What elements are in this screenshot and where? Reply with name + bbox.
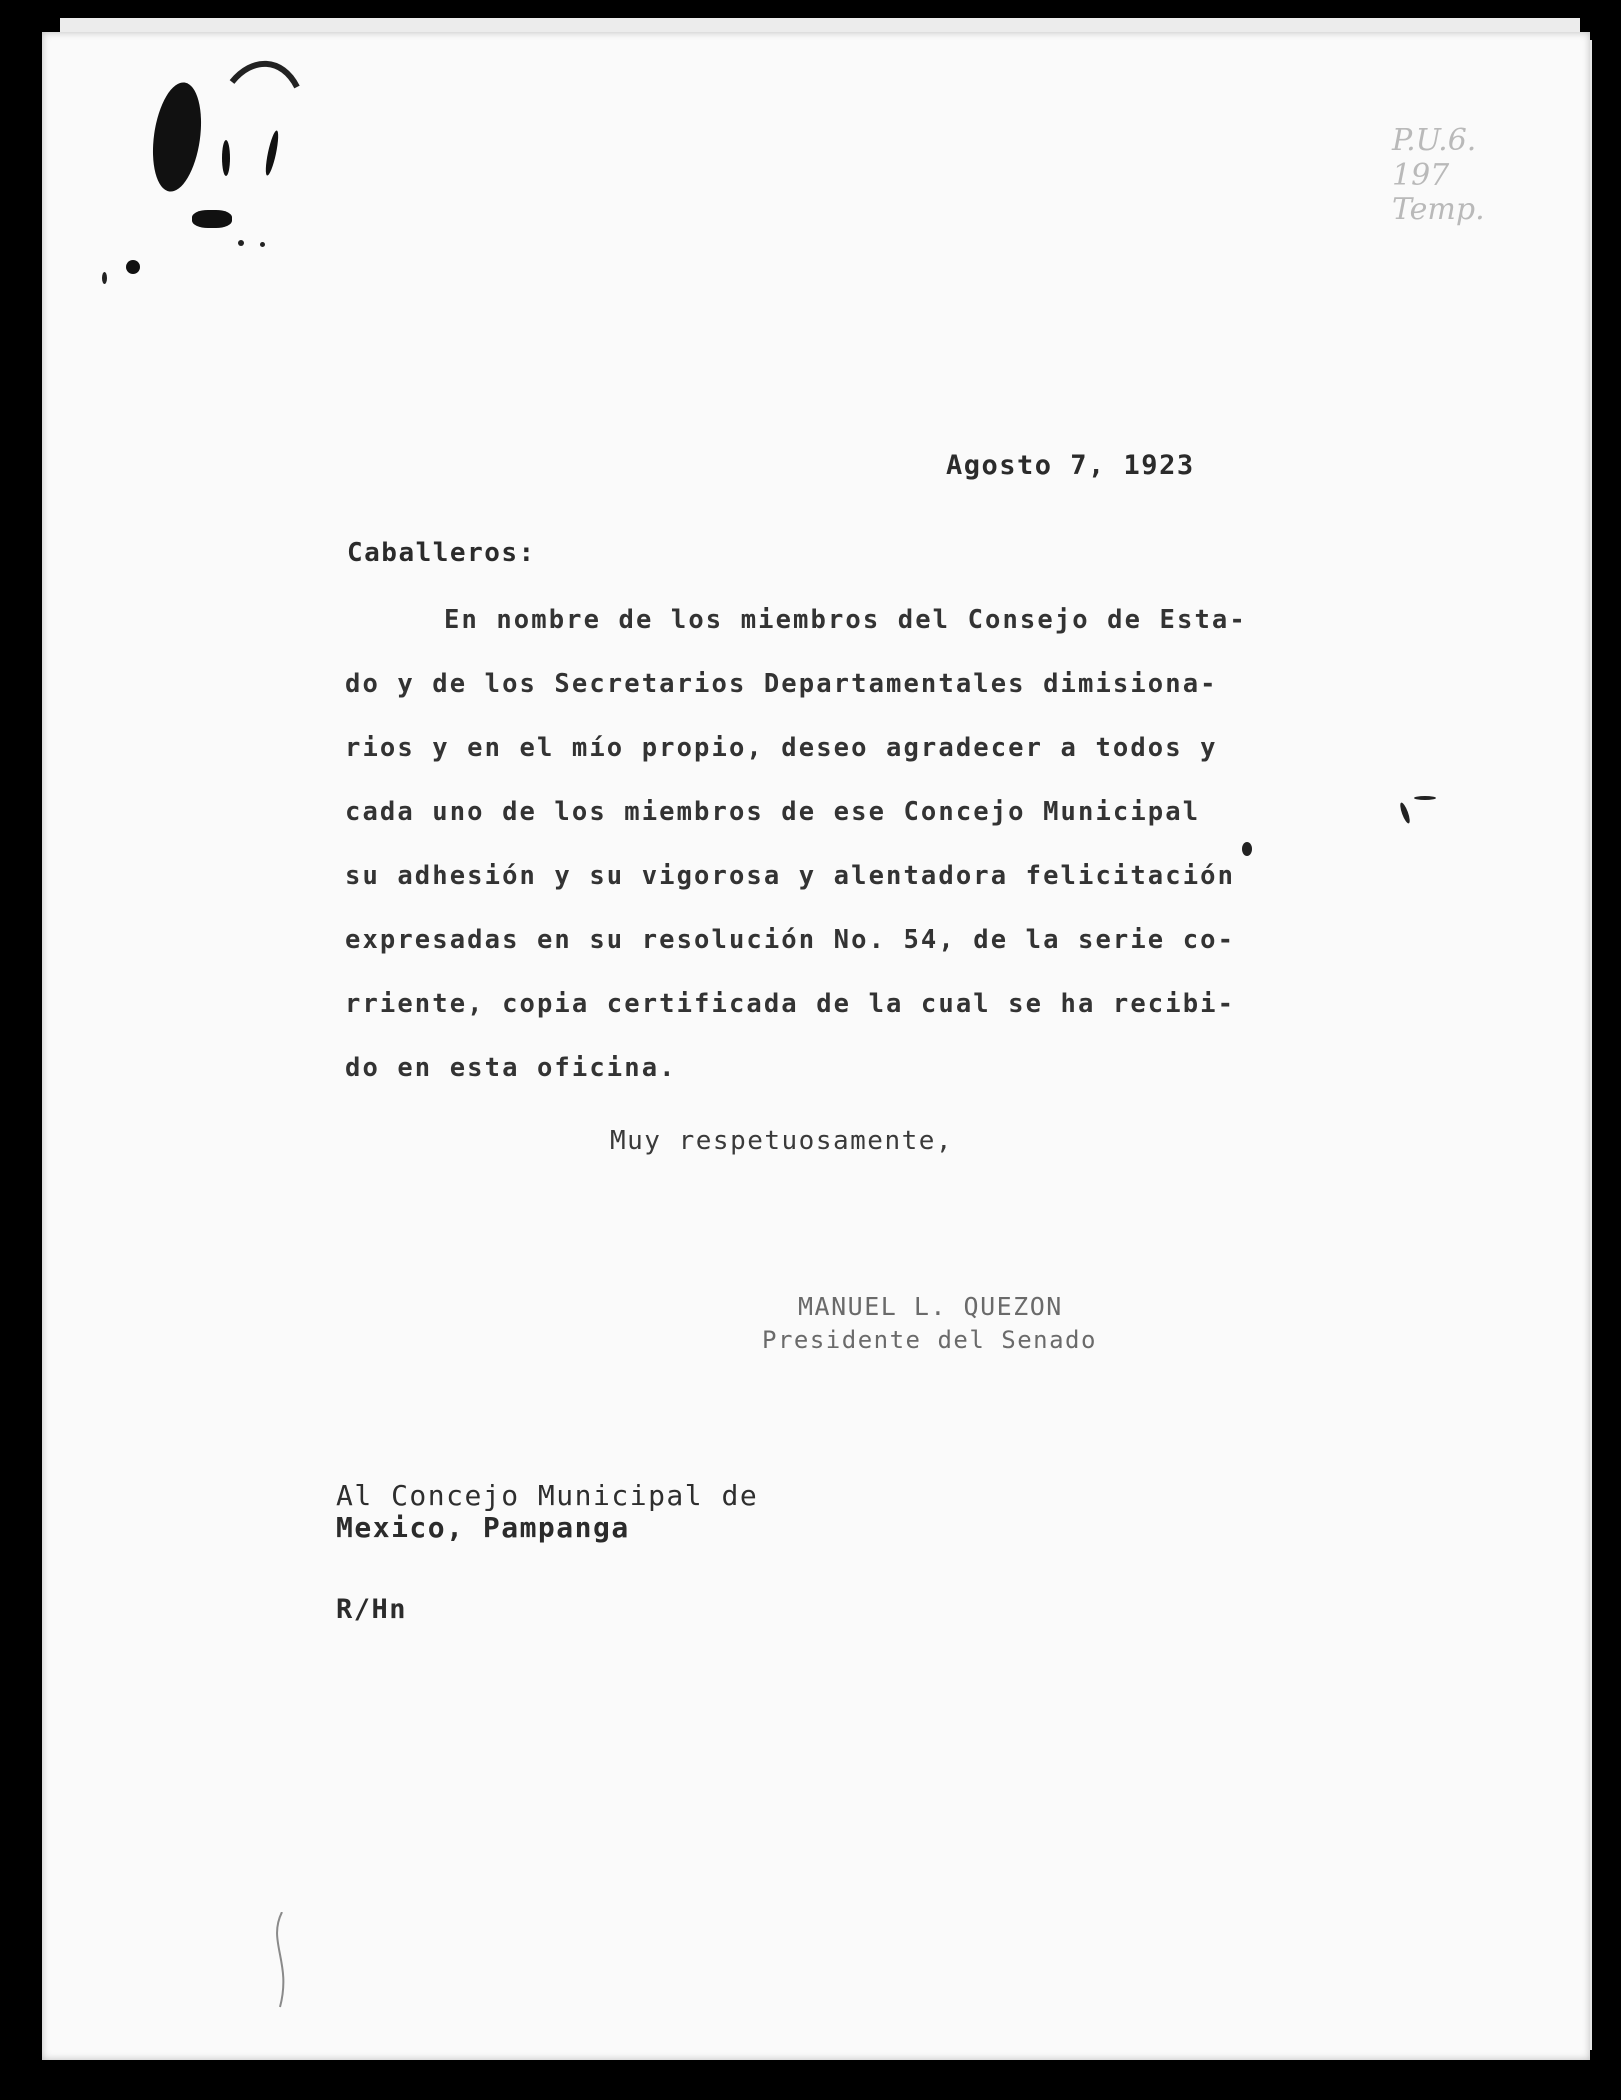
handwritten-mark (222, 52, 312, 102)
recipient-line-1: Al Concejo Municipal de (336, 1479, 759, 1512)
ink-smudge (222, 140, 230, 176)
document-page (42, 32, 1590, 2060)
paper-fold-mark (262, 1912, 302, 2012)
body-line: rriente, copia certificada de la cual se ha recibi- (345, 989, 1236, 1019)
body-line: rios y en el mío propio, deseo agradecer a todos y (345, 733, 1218, 763)
body-line: expresadas en su resolución No. 54, de la serie co- (345, 925, 1236, 955)
salutation: Caballeros: (347, 538, 536, 568)
ink-speck (260, 242, 265, 247)
reference-initials: R/Hn (336, 1594, 408, 1625)
ink-smudge (263, 130, 280, 177)
ink-speck (1242, 842, 1252, 856)
body-line: su adhesión y su vigorosa y alentadora felicitación (345, 861, 1236, 891)
ink-speck (102, 272, 107, 284)
recipient-line-2: Mexico, Pampanga (336, 1511, 630, 1544)
body-line: do y de los Secretarios Departamentales dimisiona- (345, 669, 1218, 699)
body-line: cada uno de los miembros de ese Concejo Municipal (345, 797, 1201, 827)
ink-smudge (147, 79, 208, 194)
ink-speck (1398, 802, 1411, 825)
margin-pencil-note: P.U.6. 197 Temp. (1392, 123, 1485, 227)
closing: Muy respetuosamente, (610, 1126, 954, 1156)
ink-speck (1414, 796, 1436, 800)
body-line: En nombre de los miembros del Consejo de Esta- (444, 605, 1247, 635)
signature-title: Presidente del Senado (762, 1326, 1097, 1354)
body-line: do en esta oficina. (345, 1053, 677, 1083)
ink-smudge (192, 210, 232, 228)
ink-smudge (126, 260, 140, 274)
signature-name: MANUEL L. QUEZON (798, 1292, 1063, 1321)
letter-date: Agosto 7, 1923 (946, 450, 1195, 481)
ink-speck (238, 240, 244, 246)
